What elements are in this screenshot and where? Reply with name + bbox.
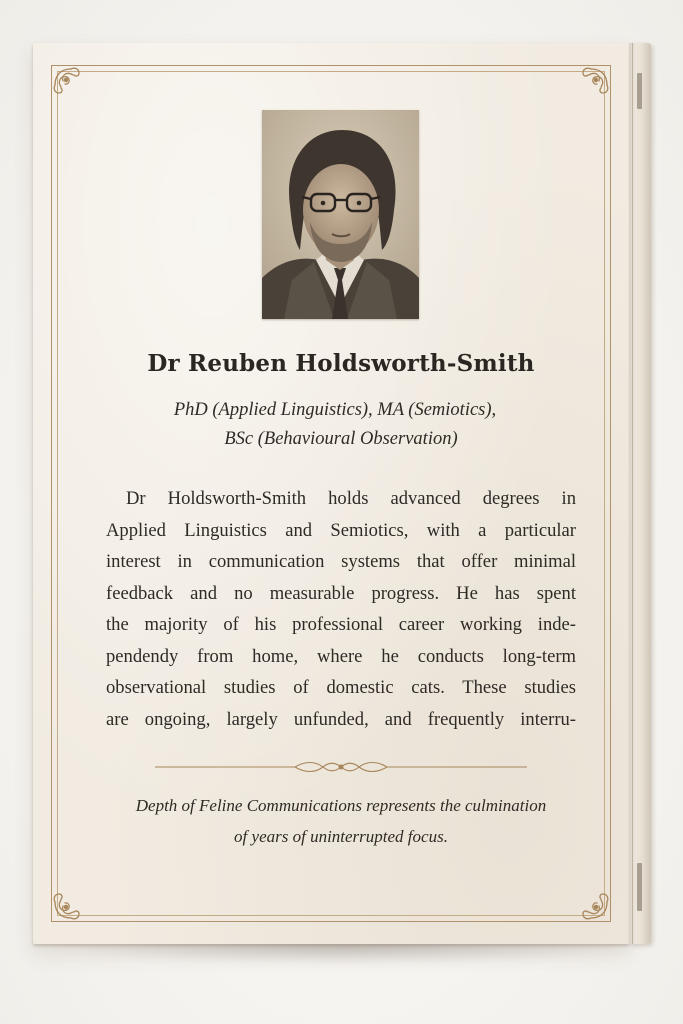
bio-line: feedback and no measurable progress. He has spent	[106, 582, 576, 604]
bio-line: are ongoing, largely unfunded, and frequently interru-	[106, 708, 576, 730]
portrait-illustration	[262, 110, 419, 319]
bio-line: Dr Holdsworth-Smith holds advanced degrees in	[126, 488, 576, 509]
author-credentials-line-2: BSc (Behavioural Observation)	[224, 429, 458, 449]
bio-line: Applied Linguistics and Semiotics, with a particular	[106, 519, 576, 541]
author-portrait	[262, 110, 419, 319]
spine-crease	[632, 43, 633, 944]
book	[33, 43, 651, 944]
bio-line: the majority of his professional career working inde-	[106, 614, 576, 635]
author-bio	[106, 483, 576, 735]
spine-mark-bottom	[637, 863, 642, 911]
ornamental-divider-icon	[155, 759, 527, 775]
bio-line: interest in communication systems that offer minimal	[106, 551, 576, 572]
author-name: Dr Reuben Holdsworth-Smith	[147, 350, 535, 377]
spine-mark-top	[637, 73, 642, 109]
book-spine	[629, 43, 651, 944]
bio-line: observational studies of domestic cats. These studies	[106, 677, 576, 698]
author-credentials-line-1: PhD (Applied Linguistics), MA (Semiotics),	[173, 400, 497, 420]
back-cover	[33, 43, 629, 944]
flourish-corner-icon-bottom-right	[573, 884, 611, 922]
closing-line-1: Depth of Feline Communications represents the culmination	[135, 796, 547, 815]
flourish-corner-icon-top-left	[51, 65, 89, 103]
flourish-corner-icon-bottom-left	[51, 884, 89, 922]
bio-line: pendendy from home, where he conducts long-term	[106, 645, 576, 667]
flourish-corner-icon-top-right	[573, 65, 611, 103]
closing-line-2: of years of uninterrupted focus.	[234, 827, 448, 846]
